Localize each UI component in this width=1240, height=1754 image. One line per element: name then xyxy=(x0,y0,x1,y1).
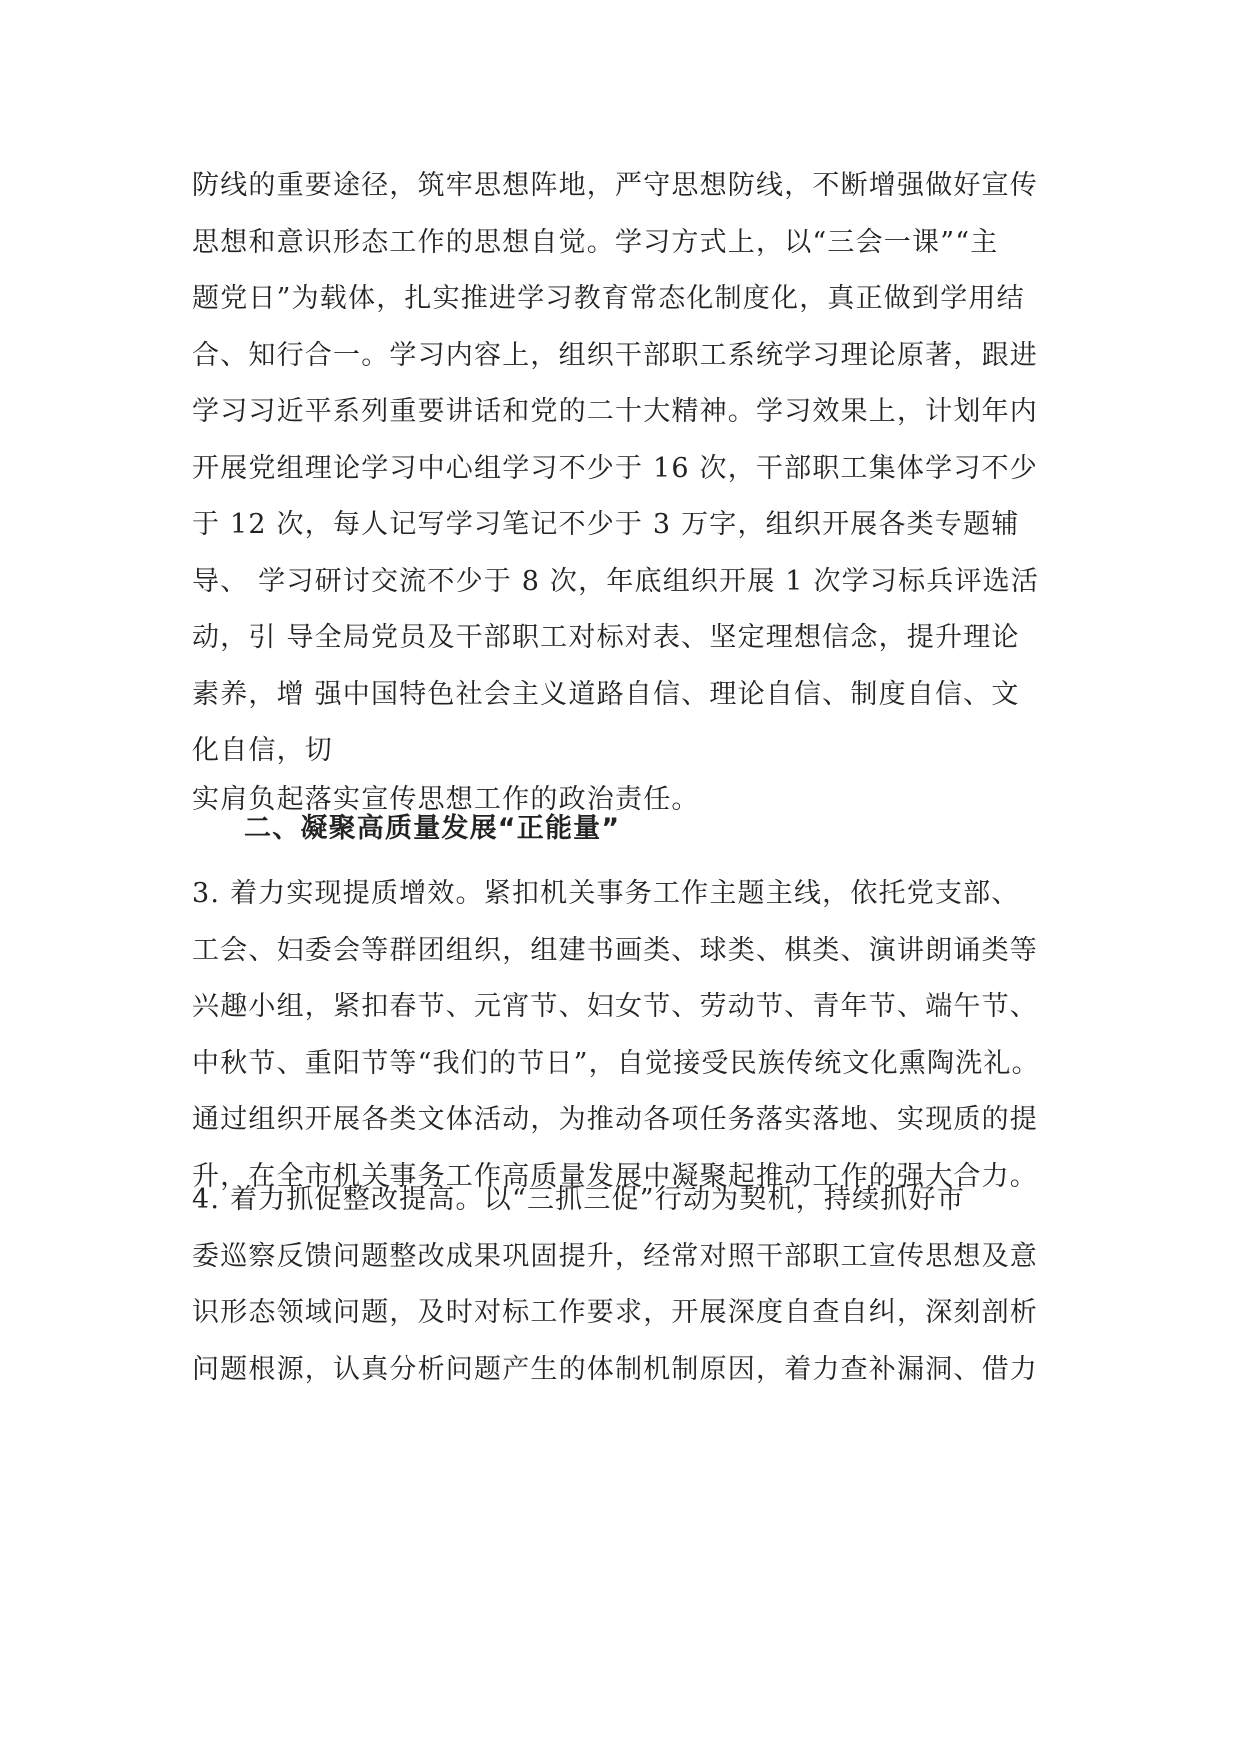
text-line: 识形态领域问题，及时对标工作要求，开展深度自查自纠，深刻剖析 xyxy=(192,1297,1038,1328)
text-line: 中秋节、重阳节等“我们的节日”，自觉接受民族传统文化熏陶洗礼。 xyxy=(192,1047,1040,1079)
text-line: 委巡察反馈问题整改成果巩固提升，经常对照干部职工宣传思想及意 xyxy=(192,1240,1038,1272)
text-line: 题党日”为载体，扎实推进学习教育常态化制度化，真正做到学用结 xyxy=(192,283,1025,314)
paragraph-study xyxy=(192,158,1060,820)
text-line: 合、知行合一。学习内容上，组织干部职工系统学习理论原著，跟进 xyxy=(192,339,1038,371)
text-line: 于 12 次，每人记写学习笔记不少于 3 万字，组织开展各类专题辅 xyxy=(192,509,1020,540)
text-line: 化自信，切 xyxy=(192,735,333,766)
text-line: 通过组织开展各类文体活动，为推动各项任务落实落地、实现质的提 xyxy=(192,1104,1038,1135)
text-line: 学习习近平系列重要讲话和党的二十大精神。学习效果上，计划年内 xyxy=(192,396,1038,427)
section-heading: 二、凝聚高质量发展“正能量” xyxy=(244,813,621,844)
text-line: 兴趣小组，紧扣春节、元宵节、妇女节、劳动节、青年节、端午节、 xyxy=(192,991,1038,1022)
text-line: 4. 着力抓促整改提高。以“三抓三促”行动为契机，持续抓好市 xyxy=(192,1184,965,1215)
paragraph-rectification xyxy=(192,1172,1060,1398)
text-line: 实肩负起落实宣传思想工作的政治责任。 xyxy=(192,783,700,815)
text-line: 升，在全市机关事务工作高质量发展中凝聚起推动工作的强大合力。 xyxy=(192,1160,1038,1192)
text-line: 防线的重要途径，筑牢思想阵地，严守思想防线，不断增强做好宣传 xyxy=(192,170,1038,201)
text-line: 导、 学习研讨交流不少于 8 次，年底组织开展 1 次学习标兵评选活 xyxy=(192,565,1040,597)
text-line: 问题根源，认真分析问题产生的体制机制原因，着力查补漏洞、借力 xyxy=(192,1353,1038,1385)
text-line: 动，引 导全局党员及干部职工对标对表、坚定理想信念，提升理论 xyxy=(192,622,1020,653)
text-line: 思想和意识形态工作的思想自觉。学习方式上，以“三会一课”“主 xyxy=(192,226,999,258)
paragraph-quality xyxy=(192,866,1060,1205)
text-line: 工会、妇委会等群团组织，组建书画类、球类、棋类、演讲朗诵类等 xyxy=(192,934,1038,966)
text-line: 开展党组理论学习中心组学习不少于 16 次，干部职工集体学习不少 xyxy=(192,452,1038,484)
text-line: 3. 着力实现提质增效。紧扣机关事务工作主题主线，依托党支部、 xyxy=(192,878,1020,909)
text-line: 素养，增 强中国特色社会主义道路自信、理论自信、制度自信、文 xyxy=(192,678,1020,710)
